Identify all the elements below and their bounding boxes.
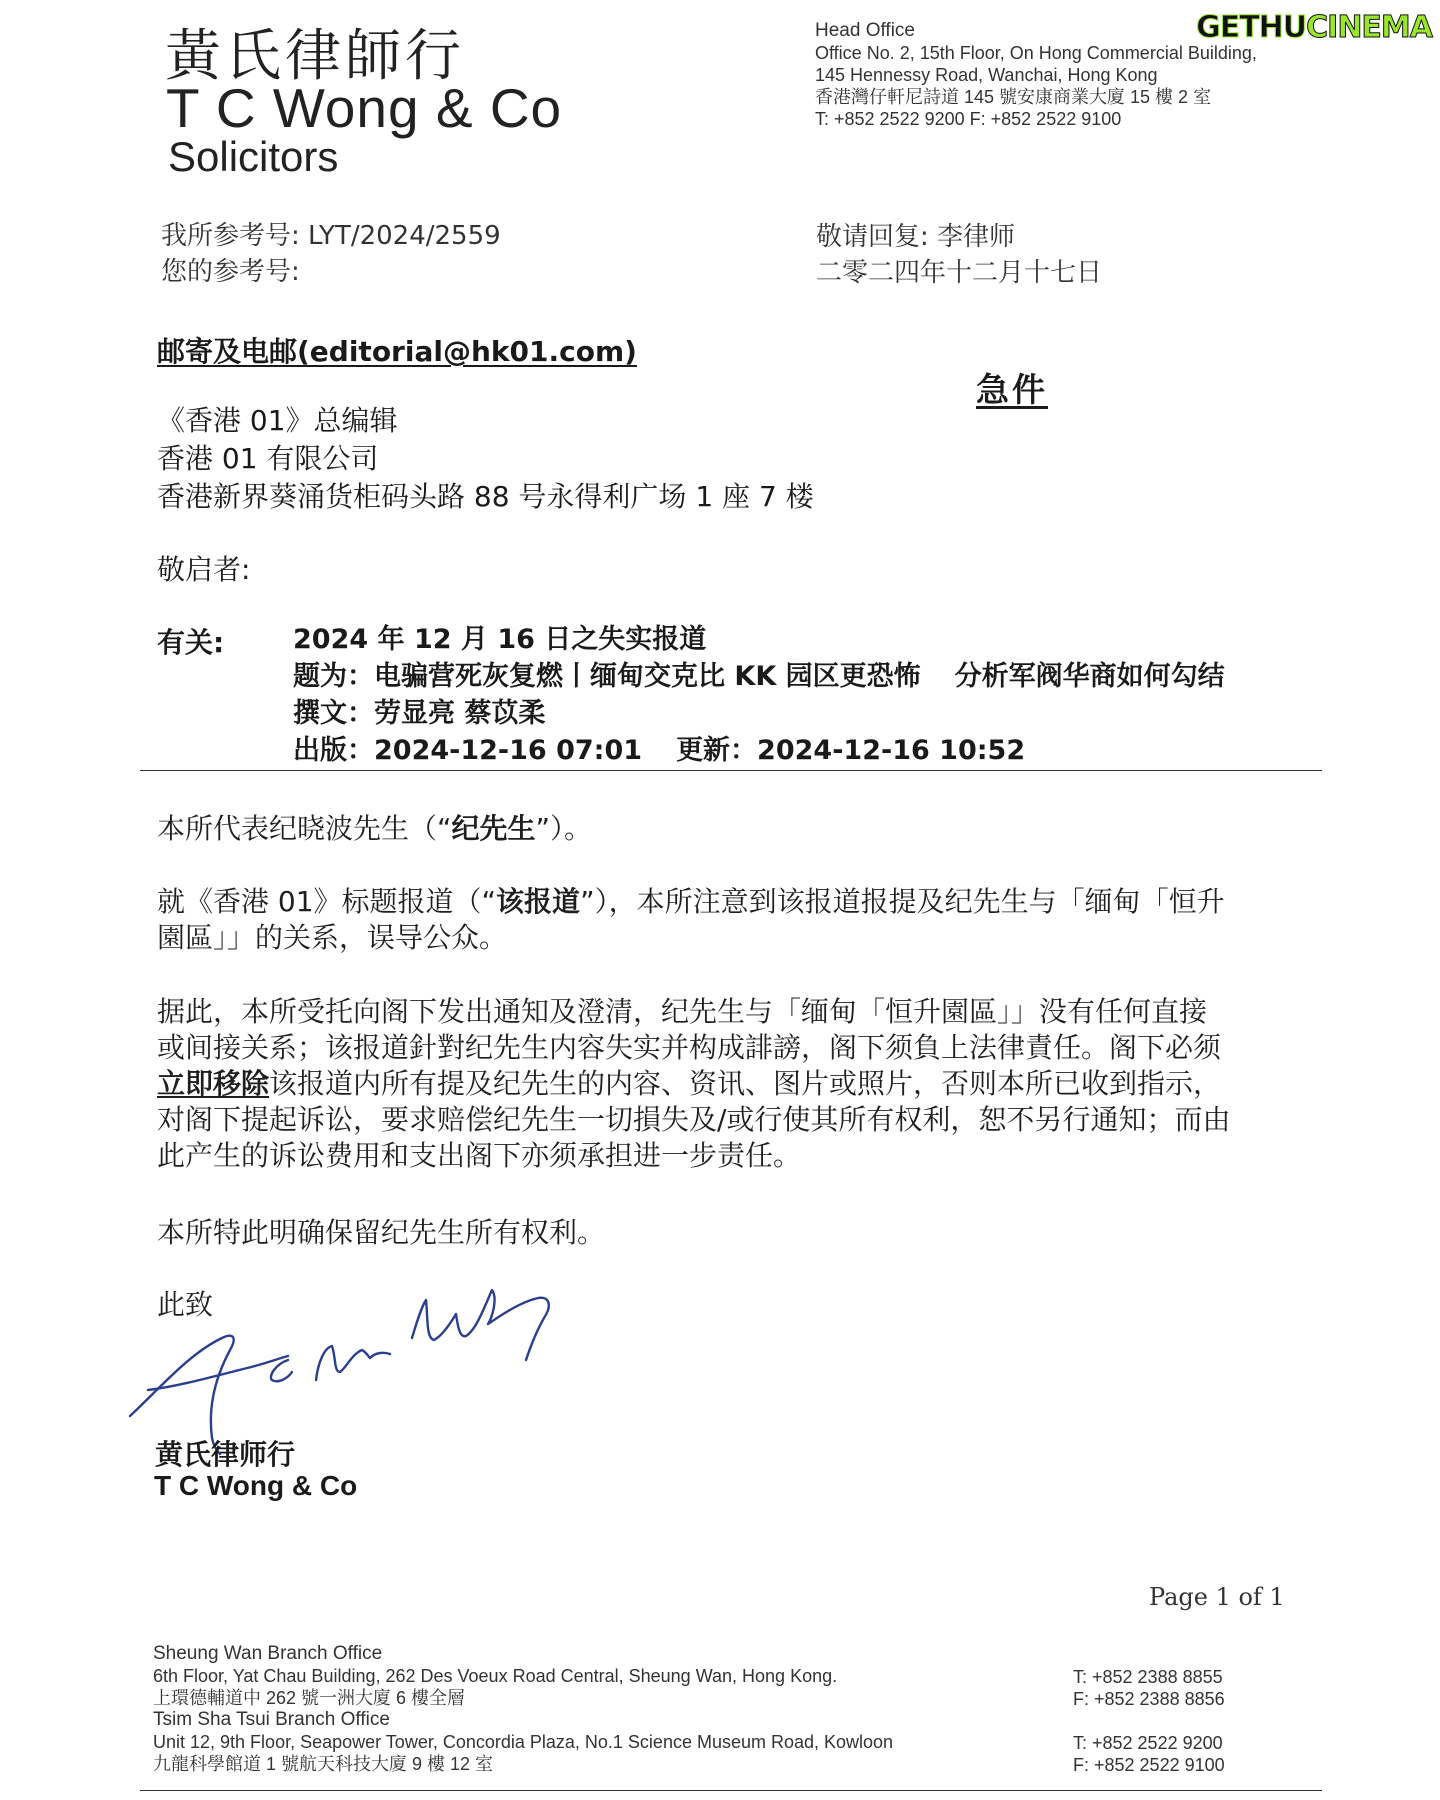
subject-line1: 2024 年 12 月 16 日之失实报道 [293,624,707,655]
tsim-sha-tsui-address-en: Unit 12, 9th Floor, Seapower Tower, Concordia Plaza, No.1 Science Museum Road, Kowloon [153,1732,894,1752]
subject-divider [140,770,1322,771]
recipient-line1: 《香港 01》总编辑 [157,404,398,437]
delivery-method: 邮寄及电邮(editorial@hk01.com) [157,335,637,368]
reply-to: 敬请回复: 李律师 [816,222,1016,252]
logo-part1: GETHU [1196,10,1307,45]
phone-spacer [1073,1710,1225,1732]
branch-phones [1073,1666,1225,1776]
firm-name-english: T C Wong & Co [166,77,563,139]
subject-headline: 题为：电骗营死灰复燃丨缅甸交克比 KK 园区更恐怖 [293,661,921,692]
logo-part2: CINEMA [1306,10,1432,45]
tsim-sha-tsui-phone: T: +852 2522 9200 [1073,1733,1223,1753]
subject-label: 有关: [157,626,225,659]
p2-line1 [157,884,1225,920]
signoff-english: T C Wong & Co [154,1470,358,1501]
p3-line5: 此产生的诉讼费用和支出阁下亦须承担进一步责任。 [157,1139,802,1172]
tsim-sha-tsui-fax: F: +852 2522 9100 [1073,1755,1225,1775]
subject-block [293,621,1225,769]
branch-offices [153,1643,893,1775]
urgent-label: 急件 [976,370,1048,409]
p1-defined-term: 纪先生 [451,812,536,845]
letter-date: 二零二四年十二月十七日 [816,258,1103,288]
head-office-line2: 145 Hennessy Road, Wanchai, Hong Kong [815,65,1158,85]
paragraph-4: 本所特此明确保留纪先生所有权利。 [157,1216,606,1249]
firm-subtitle: Solicitors [168,133,339,180]
recipient-line2: 香港 01 有限公司 [157,442,379,475]
subject-headline-tail: 分析军阀华商如何勾结 [954,661,1225,692]
sheung-wan-title: Sheung Wan Branch Office [153,1643,383,1664]
head-office-line1: Office No. 2, 15th Floor, On Hong Commercial Building, [815,43,1257,63]
page-number: Page 1 of 1 [1149,1583,1285,1611]
subject-line2 [293,658,1225,695]
head-office-line3: 香港灣仔軒尼詩道 145 號安康商業大廈 15 樓 2 室 [815,87,1212,107]
p2-text-cont: ”），本所注意到该报道报提及纪先生与「缅甸「恒升 [580,885,1225,918]
p2-defined-term: 该报道 [496,885,581,918]
paragraph-1 [157,811,592,847]
salutation: 敬启者: [157,553,251,586]
sheung-wan-fax: F: +852 2388 8856 [1073,1689,1225,1709]
paragraph-2 [157,884,1225,956]
p2-text: 就《香港 01》标题报道（“ [157,885,497,918]
our-reference: 我所参考号: LYT/2024/2559 [161,221,501,251]
p1-text: 本所代表纪晓波先生（“ [157,812,452,845]
p3-line4: 对阁下提起诉讼，要求赔偿纪先生一切損失及/或行使其所有权利，恕不另行通知；而由 [157,1103,1231,1136]
p3-line1: 据此，本所受托向阁下发出通知及澄清，纪先生与「缅甸「恒升園區」」没有任何直接 [157,995,1208,1028]
firm-name-chinese: 黃氏律師行 [165,24,465,89]
p3-line3-text: 该报道内所有提及纪先生的内容、资讯、图片或照片，否则本所已收到指示， [269,1067,1222,1100]
tsim-sha-tsui-address-cn: 九龍科學館道 1 號航天科技大廈 9 樓 12 室 [153,1754,494,1774]
p1-text-end: ”）。 [535,812,593,845]
head-office-phones: T: +852 2522 9200 F: +852 2522 9100 [815,109,1122,129]
subject-updated: 更新：2024-12-16 10:52 [676,735,1026,766]
sheung-wan-phone: T: +852 2388 8855 [1073,1667,1223,1687]
sheung-wan-address-en: 6th Floor, Yat Chau Building, 262 Des Voeux Road Central, Sheung Wan, Hong Kong. [153,1666,838,1686]
your-reference: 您的参考号: [161,257,300,287]
reference-block-left [161,218,501,290]
subject-published: 出版：2024-12-16 07:01 [293,735,643,766]
p3-immediate-removal: 立即移除 [157,1067,270,1100]
sheung-wan-address-cn: 上環德輔道中 262 號一洲大廈 6 樓全層 [153,1688,466,1708]
recipient-address [157,402,814,516]
head-office-address [815,20,1257,130]
tsim-sha-tsui-title: Tsim Sha Tsui Branch Office [153,1709,390,1730]
footer-divider [140,1790,1322,1791]
subject-line4 [293,732,1225,769]
reference-block-right [816,219,1102,291]
closing: 此致 [157,1288,214,1321]
p3-line2: 或间接关系；该报道針對纪先生内容失实并构成誹謗，阁下须負上法律責任。阁下必须 [157,1031,1222,1064]
p3-line3 [157,1066,1230,1102]
head-office-title: Head Office [815,20,915,41]
recipient-line3: 香港新界葵涌货柜码头路 88 号永得利广场 1 座 7 楼 [157,480,814,513]
gethucinema-logo [1196,0,1440,62]
paragraph-3 [157,994,1230,1174]
subject-line3: 撰文：劳显亮 蔡苡柔 [293,698,546,729]
p2-line2: 園區」」的关系，误导公众。 [157,921,508,954]
signoff-chinese: 黄氏律师行 [155,1438,296,1471]
